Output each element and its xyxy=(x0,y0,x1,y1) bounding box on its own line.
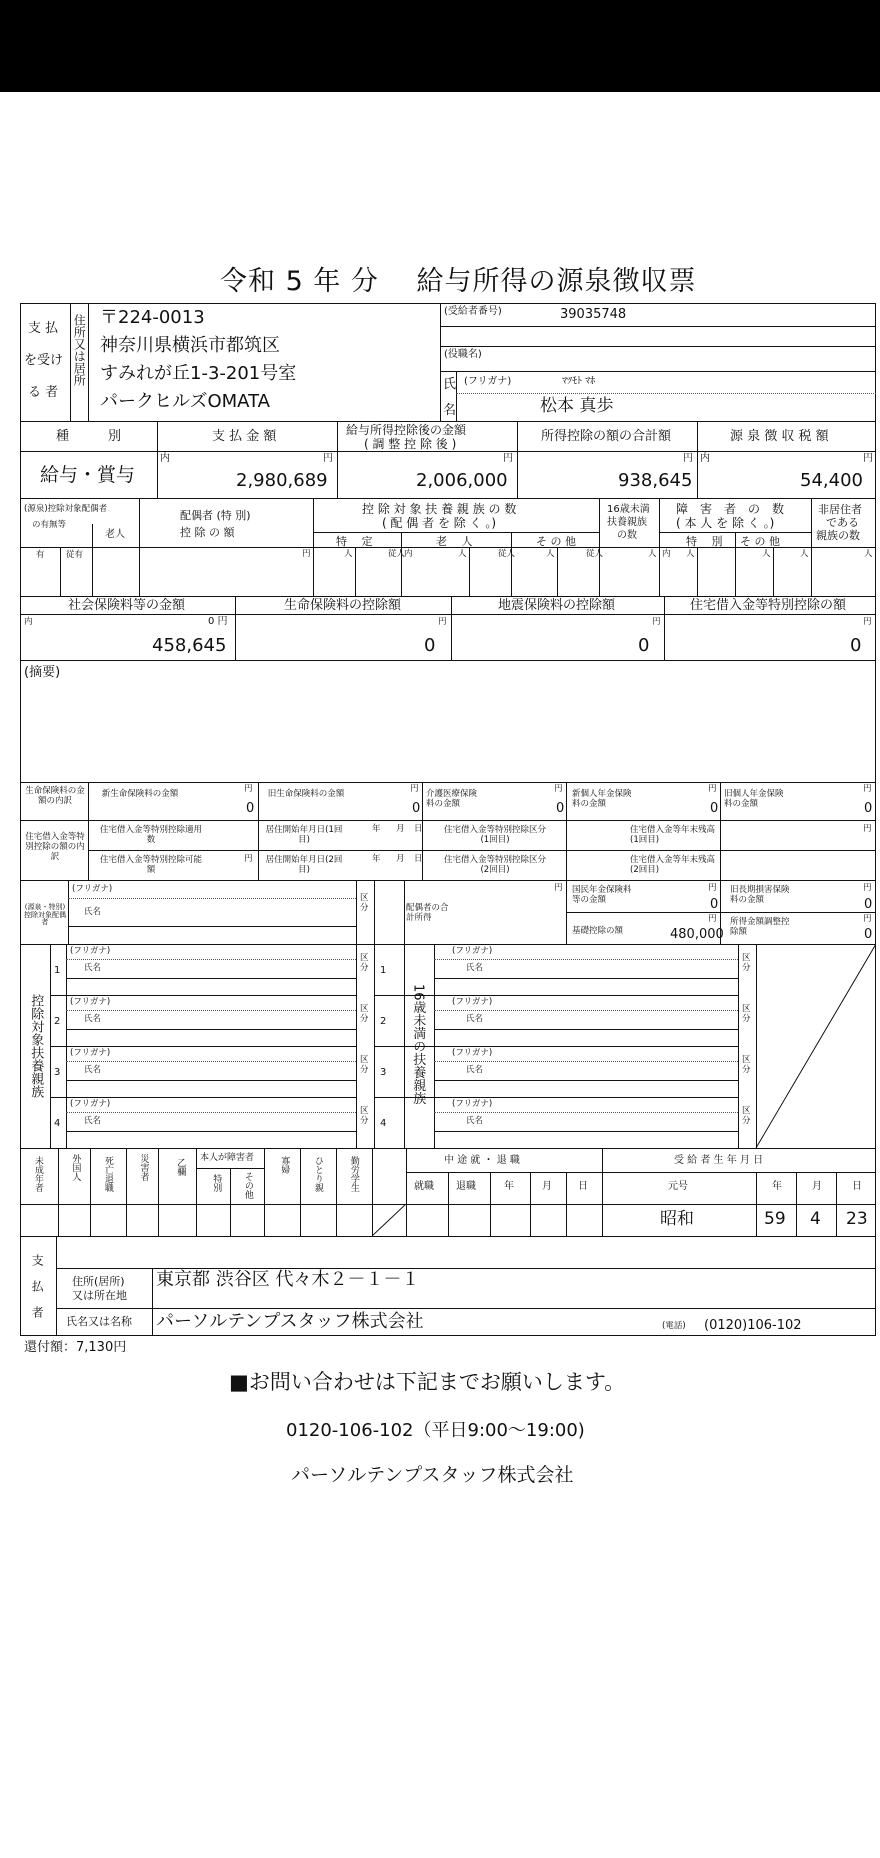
life-yen: 円 xyxy=(438,617,447,627)
diagonal-slash xyxy=(738,944,876,1148)
nonres-2: である xyxy=(826,516,859,529)
dep-left-row-number: 2 xyxy=(54,1016,61,1027)
recipient-name: 松本 真歩 xyxy=(540,396,614,416)
dep-left-row-number: 4 xyxy=(54,1118,61,1129)
unit-under16-jin: 人 xyxy=(648,549,657,559)
death-label: 死亡退職 xyxy=(102,1156,113,1192)
nonres-3: 親族の数 xyxy=(816,529,860,542)
dep-left-kubun: 区分 xyxy=(360,953,369,973)
value-paid: 2,980,689 xyxy=(236,470,328,491)
disabled-1: 障 害 者 の 数 xyxy=(676,502,785,516)
hdr-paid: 支 払 金 額 xyxy=(212,429,277,444)
new-life-label: 新生命保険料の金額 xyxy=(101,789,179,799)
old-life-yen: 円 xyxy=(410,784,419,794)
contact-company: パーソルテンプスタッフ株式会社 xyxy=(291,1464,574,1486)
birth-nen: 年 xyxy=(772,1181,782,1192)
address-line-3: パークヒルズOMATA xyxy=(100,391,270,412)
payer-tel: (0120)106-102 xyxy=(704,1318,802,1333)
housing-start2: 居住開始年月日(2回目) xyxy=(265,855,343,875)
in-label-1: 内 xyxy=(160,453,170,464)
dep-mid-label: 16歳未満の扶養親族 xyxy=(410,984,426,1105)
hdr-withholding: 源 泉 徴 収 税 額 xyxy=(730,429,829,444)
dep-left-kubun: 区分 xyxy=(360,1055,369,1075)
unit-other2-jin: 人 xyxy=(762,549,771,559)
spouse-income-yen: 円 xyxy=(554,883,563,893)
payer-addr-label-1: 住所(居所) xyxy=(72,1275,125,1288)
housing-possible-yen: 円 xyxy=(244,854,253,864)
dep-left-kubun: 区分 xyxy=(360,1106,369,1126)
dep-left-furigana-label: (フリガナ) xyxy=(70,1099,111,1109)
document-title: 令和 5 年 分 給与所得の源泉徴収票 xyxy=(220,266,697,297)
otsu-label: 乙欄 xyxy=(175,1158,186,1176)
social-in: 内 xyxy=(24,617,33,627)
basic-value: 480,000 xyxy=(670,927,724,942)
disabled-2: ( 本 人 を 除 く 。) xyxy=(676,516,775,530)
under16-3: の数 xyxy=(617,530,637,541)
dep-row-separator xyxy=(50,1097,356,1098)
unit-other-from: 従人 xyxy=(586,549,604,559)
adjust-label: 所得金額調整控除額 xyxy=(730,917,790,937)
payer-label: 支払者 xyxy=(30,1254,45,1332)
birth-month: 4 xyxy=(810,1209,821,1229)
spouse-row-label: (源泉・特別)控除対象配偶者 xyxy=(24,903,66,927)
dep-elderly: 老 人 xyxy=(436,535,473,548)
dep-left-furigana-label: (フリガナ) xyxy=(70,946,111,956)
recipient-no: 39035748 xyxy=(560,307,627,322)
contact-heading: ■お問い合わせは下記までお願いします。 xyxy=(229,1370,626,1394)
dep-count-2: ( 配 偶 者 を 除 く 。) xyxy=(382,516,497,530)
employ-label: 就職 xyxy=(414,1181,434,1192)
in-label-4: 内 xyxy=(700,453,710,464)
payer-addr-label-2: 又は所在地 xyxy=(72,1289,127,1302)
housing-balance2: 住宅借入金等年末残高(2回目) xyxy=(630,855,716,875)
housing-balance1-yen: 円 xyxy=(863,824,872,834)
postal-code: 〒224-0013 xyxy=(100,307,205,328)
dep-name-underline xyxy=(434,978,738,979)
position-label: (役職名) xyxy=(444,349,482,360)
value-housing: 0 xyxy=(850,635,862,656)
social-yen: 0 円 xyxy=(208,616,228,627)
refund-amount: 還付額：7,130円 xyxy=(24,1340,127,1355)
life-label: 生命保険料の控除額 xyxy=(284,598,402,613)
unit-elderly-jin: 人 xyxy=(458,549,467,559)
value-life: 0 xyxy=(424,635,436,656)
value-type: 給与・賞与 xyxy=(40,464,136,486)
payer-address: 東京都 渋谷区 代々木２－１－１ xyxy=(156,1269,420,1290)
value-withholding: 54,400 xyxy=(800,470,863,491)
birth-tsuki: 月 xyxy=(812,1181,822,1192)
spouse-row-name: 氏名 xyxy=(84,907,102,917)
spouse-income-label: 配偶者の合計所得 xyxy=(406,903,449,923)
dep-row-separator xyxy=(374,995,738,996)
old-long-yen: 円 xyxy=(863,883,872,893)
name-label-shi: 氏 xyxy=(443,377,457,392)
nonres-1: 非居住者 xyxy=(818,503,862,516)
spouse-label-1: (源泉)控除対象配偶者 xyxy=(24,504,108,514)
spouse-row-furigana: (フリガナ) xyxy=(72,884,113,894)
under16-1: 16歳未満 xyxy=(607,504,650,515)
mid-tsuki: 月 xyxy=(542,1181,552,1192)
dep-right-name-label: 氏名 xyxy=(466,963,484,973)
national-pension-value: 0 xyxy=(710,897,719,912)
dep-left-name-label: 氏名 xyxy=(84,1065,102,1075)
housing-tsuki-2: 月 xyxy=(396,854,405,864)
payer-name-label: 氏名又は名称 xyxy=(66,1315,132,1328)
housing-yen: 円 xyxy=(863,617,872,627)
dep-count-1: 控 除 対 象 扶 養 親 族 の 数 xyxy=(362,502,517,516)
dep-mid-separator xyxy=(374,944,375,1148)
furigana-value: ﾏﾂﾓﾄ ﾏﾎ xyxy=(562,376,596,387)
spouse-row-kubun: 区分 xyxy=(360,893,369,913)
midway-label: 中 途 就 ・ 退 職 xyxy=(444,1155,520,1166)
yen-label-2: 円 xyxy=(503,453,513,464)
birth-year: 59 xyxy=(764,1209,786,1229)
housing-hi-2: 日 xyxy=(414,854,423,864)
dep-left-furigana-label: (フリガナ) xyxy=(70,1048,111,1058)
old-pension-label: 旧個人年金保険料の金額 xyxy=(724,789,784,809)
label-ukeru: を受け xyxy=(24,353,64,368)
furigana-label: (フリガナ) xyxy=(464,376,512,387)
recipient-no-label: (受給者番号) xyxy=(444,306,502,317)
address-line-2: すみれが丘1-3-201号室 xyxy=(100,363,297,384)
unit-specific-jin: 人 xyxy=(344,549,353,559)
dep-name-underline xyxy=(66,1029,356,1030)
unit-other3-jin: 人 xyxy=(800,549,809,559)
old-pension-yen: 円 xyxy=(863,784,872,794)
dep-right-row-number: 1 xyxy=(380,965,387,976)
dep-name-underline xyxy=(434,1131,738,1132)
dep-left-name-label: 氏名 xyxy=(84,1116,102,1126)
address-line-1: 神奈川県横浜市都筑区 xyxy=(100,335,280,356)
housing-label: 住宅借入金等特別控除の額 xyxy=(690,598,847,613)
unit-special-uchi: 内 xyxy=(662,549,671,559)
dep-right-kubun: 区分 xyxy=(742,953,751,973)
housing-class2: 住宅借入金等特別控除区分(2回目) xyxy=(443,855,546,875)
dep-name-underline xyxy=(434,1080,738,1081)
mid-nen: 年 xyxy=(504,1181,514,1192)
yen-label-1: 円 xyxy=(323,453,333,464)
quake-label: 地震保険料の控除額 xyxy=(498,598,616,613)
value-social: 458,645 xyxy=(152,635,227,656)
adjust-yen: 円 xyxy=(863,914,872,924)
hdr-type: 種 別 xyxy=(56,429,122,444)
housing-nen-2: 年 xyxy=(372,854,381,864)
value-total-deduction: 938,645 xyxy=(618,470,693,491)
old-long-value: 0 xyxy=(864,897,873,912)
hdr-after-2: ( 調 整 控 除 後 ) xyxy=(364,437,457,451)
spouse-follower: 従有 xyxy=(66,550,84,560)
dep-row-separator xyxy=(374,1097,738,1098)
dep-right-row-number: 3 xyxy=(380,1067,387,1078)
spouse-deduction-2: 控 除 の 額 xyxy=(180,526,235,539)
value-after-deduction: 2,006,000 xyxy=(416,470,508,491)
dep-left-label: 控除対象扶養親族 xyxy=(28,994,44,1098)
birth-day: 23 xyxy=(846,1209,868,1229)
national-pension-yen: 円 xyxy=(708,883,717,893)
care-value: 0 xyxy=(556,801,565,816)
top-black-bar xyxy=(0,0,880,92)
single-parent-label: ひとり親 xyxy=(312,1156,323,1192)
new-pension-value: 0 xyxy=(710,801,719,816)
widow-label: 寡婦 xyxy=(279,1156,290,1174)
mid-hi: 日 xyxy=(578,1181,588,1192)
housing-applicable: 住宅借入金等特別控除適用数 xyxy=(99,825,202,845)
dep-dotted-line xyxy=(66,959,356,960)
payer-name: パーソルテンプスタッフ株式会社 xyxy=(156,1311,424,1332)
hdr-after-1: 給与所得控除後の金額 xyxy=(346,423,467,437)
name-label-mei: 名 xyxy=(443,403,457,418)
yen-label-3: 円 xyxy=(683,453,693,464)
hdr-total-deduction: 所得控除の額の合計額 xyxy=(541,429,672,444)
unit-nonres-jin: 人 xyxy=(864,549,873,559)
dep-name-underline xyxy=(66,1080,356,1081)
dep-right-name-label: 氏名 xyxy=(466,1065,484,1075)
dep-dotted-line xyxy=(66,1112,356,1113)
student-label: 勤労学生 xyxy=(348,1156,359,1192)
disabled-special: 特 別 xyxy=(686,535,723,548)
spouse-deduction-1: 配偶者 (特 別) xyxy=(180,509,251,522)
old-life-label: 旧生命保険料の金額 xyxy=(267,789,345,799)
dep-right-name-label: 氏名 xyxy=(466,1116,484,1126)
dep-right-kubun: 区分 xyxy=(742,1106,751,1126)
label-mono: る 者 xyxy=(28,385,59,400)
dep-right-kubun: 区分 xyxy=(742,1055,751,1075)
retire-slash xyxy=(372,1204,406,1236)
contact-phone: 0120-106-102（平日9:00～19:00) xyxy=(286,1420,585,1441)
dep-left-furigana-label: (フリガナ) xyxy=(70,997,111,1007)
dep-dotted-line xyxy=(434,959,738,960)
old-life-value: 0 xyxy=(412,801,421,816)
dep-right-furigana-label: (フリガナ) xyxy=(452,946,493,956)
dep-dotted-line xyxy=(434,1112,738,1113)
minor-label: 未成年者 xyxy=(32,1156,43,1192)
unit-specific-from: 従人 xyxy=(388,549,406,559)
dep-specific: 特 定 xyxy=(336,535,373,548)
dep-right-furigana-label: (フリガナ) xyxy=(452,997,493,1007)
spouse-have: 有 xyxy=(36,550,45,560)
unit-other-jin: 人 xyxy=(546,549,555,559)
disabled-other: そ の 他 xyxy=(740,535,780,548)
payer-tel-label: (電話) xyxy=(662,1321,686,1331)
dep-right-name-label: 氏名 xyxy=(466,1014,484,1024)
old-pension-value: 0 xyxy=(864,801,873,816)
social-label: 社会保険料等の金額 xyxy=(68,598,186,613)
dep-other: そ の 他 xyxy=(536,535,576,548)
dep-name-underline xyxy=(434,1029,738,1030)
retire-label: 退職 xyxy=(456,1181,476,1192)
new-life-yen: 円 xyxy=(244,784,253,794)
basic-yen: 円 xyxy=(708,914,717,924)
spouse-label-2: の有無等 xyxy=(32,520,67,530)
dep-left-kubun: 区分 xyxy=(360,1004,369,1024)
dep-name-underline xyxy=(66,978,356,979)
dep-row-separator xyxy=(50,1046,356,1047)
self-special-label: 特別 xyxy=(211,1174,222,1192)
dep-dotted-line xyxy=(434,1010,738,1011)
unit-elderly-uchi: 内 xyxy=(404,549,413,559)
dep-right-row-number: 2 xyxy=(380,1016,387,1027)
new-pension-label: 新個人年金保険料の金額 xyxy=(572,789,632,809)
dep-right-furigana-label: (フリガナ) xyxy=(452,1099,493,1109)
era-label: 元号 xyxy=(668,1181,688,1192)
dep-left-name-label: 氏名 xyxy=(84,963,102,973)
under16-2: 扶養親族 xyxy=(607,517,647,528)
old-long-label: 旧長期損害保険料の金額 xyxy=(730,885,790,905)
dep-left-name-label: 氏名 xyxy=(84,1014,102,1024)
era-value: 昭和 xyxy=(660,1209,694,1229)
label-address: 住所又は居所 xyxy=(72,314,87,386)
yen-label-4: 円 xyxy=(863,453,873,464)
housing-possible: 住宅借入金等特別控除可能額 xyxy=(99,855,202,875)
value-quake: 0 xyxy=(638,635,650,656)
life-detail-label: 生命保険料の金額の内訳 xyxy=(25,786,85,806)
birth-label: 受 給 者 生 年 月 日 xyxy=(674,1155,764,1166)
dep-row-separator xyxy=(374,1046,738,1047)
new-life-value: 0 xyxy=(246,801,255,816)
care-yen: 円 xyxy=(554,784,563,794)
dep-right-kubun: 区分 xyxy=(742,1004,751,1024)
dep-dotted-line xyxy=(66,1010,356,1011)
unit-elderly-from: 従人 xyxy=(498,549,516,559)
dep-right-row-number: 4 xyxy=(380,1118,387,1129)
new-pension-yen: 円 xyxy=(708,784,717,794)
spouse-elderly: 老人 xyxy=(105,529,125,540)
basic-label: 基礎控除の額 xyxy=(572,926,624,936)
housing-tsuki-1: 月 xyxy=(396,824,405,834)
dep-row-separator xyxy=(50,995,356,996)
national-pension-label: 国民年金保険料等の金額 xyxy=(572,885,632,905)
self-other-label: その他 xyxy=(242,1172,253,1199)
label-shiharai: 支 払 xyxy=(28,321,59,336)
disaster-label: 災害者 xyxy=(138,1154,149,1181)
care-label: 介護医療保険料の金額 xyxy=(426,789,478,809)
dep-left-row-number: 1 xyxy=(54,965,61,976)
housing-detail-label: 住宅借入金等特別控除の額の内訳 xyxy=(25,832,85,862)
dep-left-row-number: 3 xyxy=(54,1067,61,1078)
summary-label: (摘要) xyxy=(24,665,61,680)
adjust-value: 0 xyxy=(864,927,873,942)
housing-hi-1: 日 xyxy=(414,824,423,834)
unit-special-jin: 人 xyxy=(686,549,695,559)
housing-start1: 居住開始年月日(1回目) xyxy=(265,825,343,845)
housing-nen-1: 年 xyxy=(372,824,381,834)
unit-spouse-yen: 円 xyxy=(302,549,311,559)
dep-right-furigana-label: (フリガナ) xyxy=(452,1048,493,1058)
dep-dotted-line xyxy=(66,1061,356,1062)
birth-hi: 日 xyxy=(852,1181,862,1192)
dep-name-underline xyxy=(66,1131,356,1132)
quake-yen: 円 xyxy=(652,617,661,627)
dep-dotted-line xyxy=(434,1061,738,1062)
self-disabled-label: 本人が障害者 xyxy=(200,1153,255,1163)
foreign-label: 外国人 xyxy=(70,1154,81,1181)
housing-class1: 住宅借入金等特別控除区分(1回目) xyxy=(443,825,546,845)
housing-balance1: 住宅借入金等年末残高(1回目) xyxy=(630,825,716,845)
